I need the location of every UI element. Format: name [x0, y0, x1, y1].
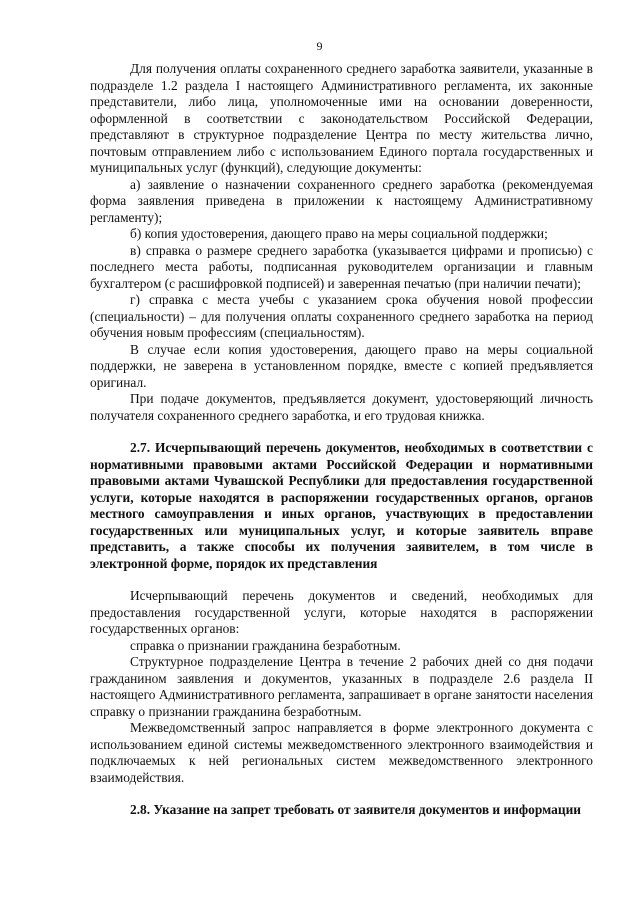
paragraph: Для получения оплаты сохраненного среднего заработка заявители, указанные в подразделе 1.2 раздела I настоящего Административного регламента, их законные представители, либо лица, уполномоченные ими на основании доверенности, оформленной в соответствии с законодательством Российской Федерации, представляют в структурное подразделение Центра по месту жительства лично, почтовым отправлением либо с использованием Единого портала государственных и муниципальных услуг (функций), следующие документы:: [90, 61, 593, 175]
paragraph: Исчерпывающий перечень документов и сведений, необходимых для предоставления государственной услуги, которые находятся в распоряжении государственных органов:: [90, 588, 593, 636]
list-item-a: а) заявление о назначении сохраненного среднего заработка (рекомендуемая форма заявления приведена в приложении к настоящему Административному регламенту);: [90, 176, 593, 225]
document-body: [90, 61, 593, 819]
paragraph: Межведомственный запрос направляется в форме электронного документа с использованием единой системы межведомственного электронного взаимодействия и подключаемых к ней региональных систем межведомственного электронного взаимодействия.: [90, 720, 593, 785]
paragraph: При подаче документов, предъявляется документ, удостоверяющий личность получателя сохраненного среднего заработка, и его трудовая книжка.: [90, 391, 593, 423]
list-item-b: б) копия удостоверения, дающего право на меры социальной поддержки;: [130, 226, 548, 241]
section-heading-2-7: 2.7. Исчерпывающий перечень документов, необходимых в соответствии с нормативными правовыми актами Российской Федерации и нормативными правовыми актами Чувашской Республики для предоставления государственной услуги, которые находятся в распоряжении государственных органов, органов местного самоуправления и иных органов, участвующих в предоставлении государственных или муниципальных услуг, и которые заявитель вправе представить, а также способы их получения заявителем, в том числе в электронной форме, порядок их представления: [90, 440, 593, 571]
list-item-d: г) справка с места учебы с указанием срока обучения новой профессии (специальности) – для получения оплаты сохраненного среднего заработка на период обучения новым профессиям (специальностям).: [90, 292, 593, 340]
spacer: [90, 424, 593, 440]
paragraph: справка о признании гражданина безработным.: [130, 637, 401, 653]
section-heading-2-8: 2.8. Указание на запрет требовать от заявителя документов и информации: [130, 802, 581, 817]
list-item-c: в) справка о размере среднего заработка (указывается цифрами и прописью) с последнего места работы, подписанная руководителем организации и главным бухгалтером (с расшифровкой подписей) и заверенная печатью (при наличии печати);: [90, 242, 593, 291]
spacer: [90, 786, 593, 802]
page-number: 9: [316, 39, 323, 53]
paragraph: Структурное подразделение Центра в течение 2 рабочих дней со дня подачи гражданином заявления и документов, указанных в подразделе 2.6 раздела II настоящего Административного регламента, запрашивает в органе занятости населения справку о признании гражданина безработным.: [90, 654, 593, 719]
spacer: [90, 572, 593, 588]
paragraph: В случае если копия удостоверения, дающего право на меры социальной поддержки, не заверена в установленном порядке, вместе с копией предъявляется оригинал.: [90, 341, 593, 390]
